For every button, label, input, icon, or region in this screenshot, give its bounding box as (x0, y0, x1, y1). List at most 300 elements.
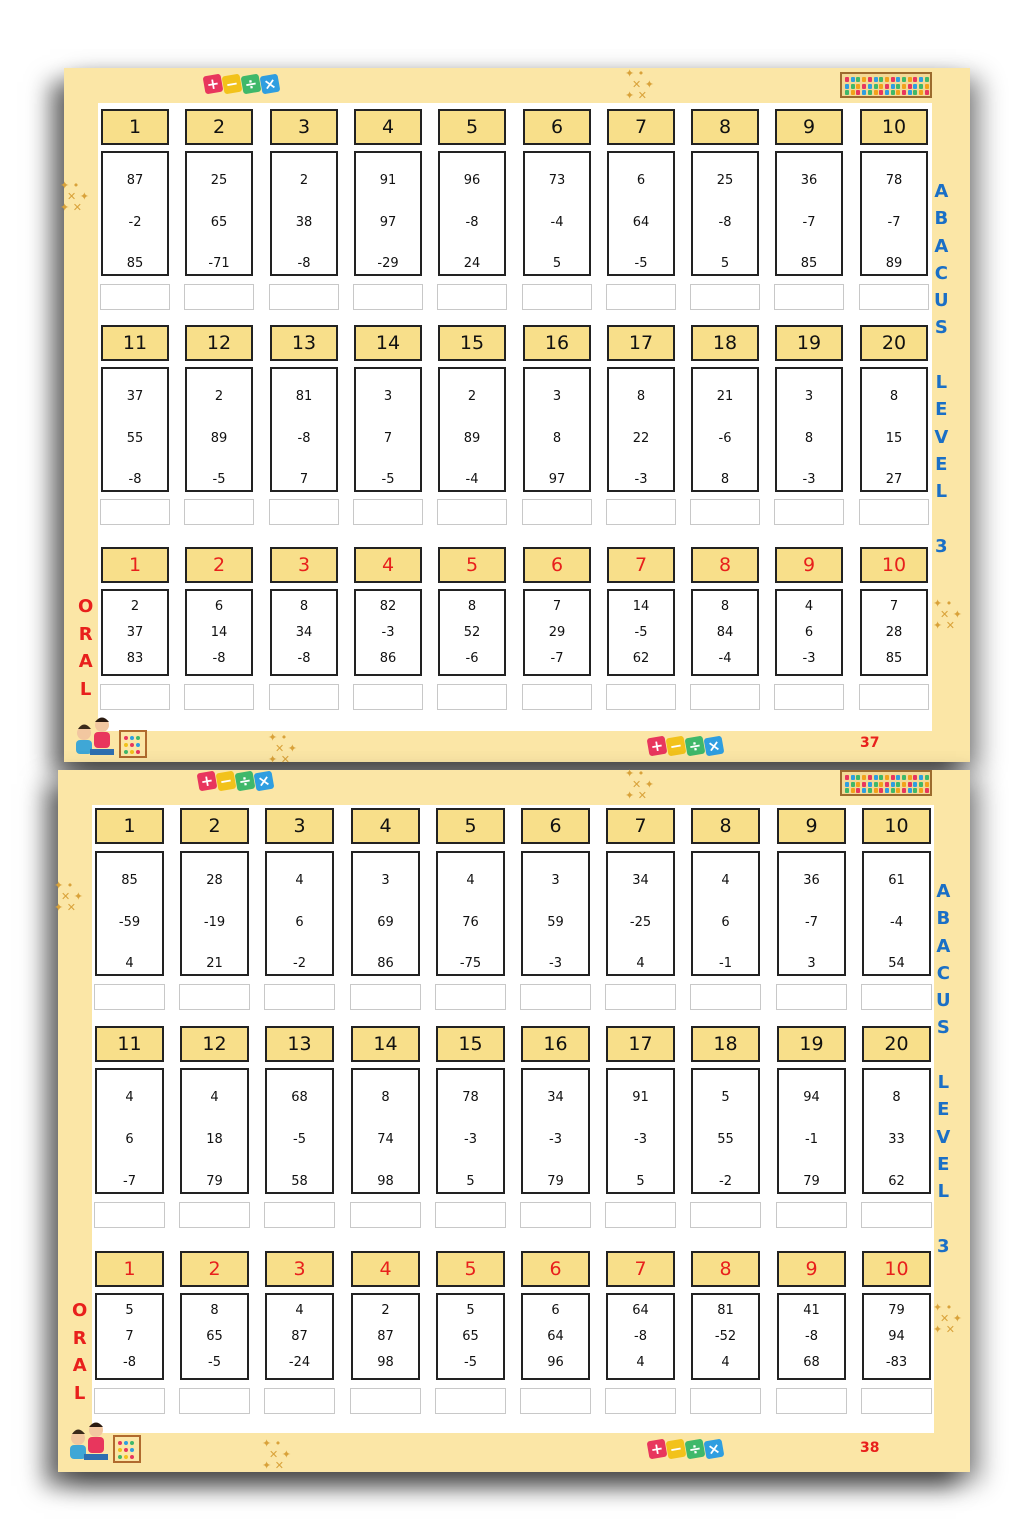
problem-box (862, 851, 931, 976)
problem-value: 97 (379, 214, 397, 230)
answer-box[interactable] (690, 684, 760, 710)
side-letter: U (934, 290, 949, 312)
problem-value: -1 (805, 1132, 818, 1147)
answer-box[interactable] (94, 1388, 165, 1414)
problem-value: -8 (718, 214, 732, 230)
problem-value: -2 (293, 956, 306, 971)
answer-box[interactable] (520, 984, 591, 1010)
operator-icon: − (216, 771, 237, 792)
side-letter: C (934, 262, 948, 284)
problem-value: 84 (716, 625, 734, 640)
answer-box[interactable] (184, 684, 254, 710)
problem-value: -5 (212, 472, 226, 487)
problem-value: -25 (629, 914, 652, 930)
problem-value: 6 (214, 599, 224, 614)
problem-value: 86 (377, 956, 394, 971)
problem-box (185, 367, 253, 492)
problem-value: 82 (379, 599, 397, 614)
problem-value: 62 (888, 1174, 905, 1189)
oral-label (72, 1297, 87, 1407)
oral-letter: A (72, 1355, 87, 1376)
problem-value: 85 (885, 651, 903, 666)
answer-box[interactable] (774, 499, 844, 525)
answer-box[interactable] (264, 1202, 335, 1228)
problem-box (523, 151, 591, 276)
problem-value: -3 (802, 651, 816, 666)
problem-value: -7 (123, 1174, 136, 1189)
problem-value: -8 (123, 1355, 136, 1370)
problem-value: 98 (377, 1174, 394, 1189)
sparkle-icon: ✦ • ✕ ✦ ✦ ✕ (625, 767, 654, 802)
problem-box (606, 851, 675, 976)
problem-box (265, 851, 334, 976)
problem-number: 6 (523, 547, 591, 583)
answer-box[interactable] (100, 284, 170, 310)
answer-box[interactable] (606, 684, 676, 710)
problem-value: 81 (717, 1303, 734, 1318)
problem-value: -3 (634, 472, 648, 487)
side-letter: 3 (935, 535, 948, 557)
problem-box (95, 1068, 164, 1194)
answer-box[interactable] (605, 1202, 676, 1228)
problem-value: -8 (297, 256, 311, 271)
oral-letter: L (73, 1382, 86, 1404)
problem-value: 33 (888, 1132, 905, 1147)
problem-number: 18 (691, 325, 759, 361)
problem-value: -8 (212, 651, 226, 666)
answer-box[interactable] (861, 984, 932, 1010)
operator-icon: × (704, 736, 725, 757)
answer-box[interactable] (94, 1202, 165, 1228)
problem-value: 78 (462, 1090, 479, 1105)
problem-value: 36 (803, 873, 820, 888)
problem-box (862, 1293, 931, 1380)
problem-number: 1 (101, 547, 169, 583)
problem-number: 10 (862, 808, 931, 844)
problem-value: -4 (465, 472, 479, 487)
problem-value: 4 (295, 873, 304, 888)
problem-value: 64 (547, 1329, 564, 1344)
problem-value: -3 (549, 956, 562, 971)
problem-value: 7 (552, 599, 562, 614)
side-letter: A (934, 181, 949, 202)
answer-box[interactable] (520, 1388, 591, 1414)
problem-number: 15 (438, 325, 506, 361)
problem-value: -3 (634, 1132, 647, 1147)
problem-number: 4 (351, 808, 420, 844)
problem-value: 79 (888, 1303, 905, 1318)
problem-number: 7 (606, 808, 675, 844)
answer-box[interactable] (776, 1388, 847, 1414)
problem-value: 5 (720, 256, 730, 271)
problem-box (436, 1293, 505, 1380)
problem-number: 19 (777, 1026, 846, 1062)
problem-value: 65 (210, 214, 228, 230)
problem-number: 13 (270, 325, 338, 361)
operator-icon: + (647, 736, 668, 757)
oral-letter: O (72, 1300, 88, 1321)
problem-number: 9 (777, 808, 846, 844)
problem-value: -83 (885, 1355, 908, 1370)
problem-value: 25 (716, 173, 734, 188)
answer-box[interactable] (690, 1388, 761, 1414)
answer-box[interactable] (435, 984, 506, 1010)
answer-box[interactable] (690, 499, 760, 525)
operator-icon: + (203, 74, 224, 95)
problem-value: -6 (465, 651, 479, 666)
answer-box[interactable] (350, 1202, 421, 1228)
problem-number: 5 (436, 1251, 505, 1287)
problem-value: 6 (636, 173, 646, 188)
answer-box[interactable] (690, 1202, 761, 1228)
problem-value: 8 (636, 389, 646, 404)
answer-box[interactable] (350, 984, 421, 1010)
problem-value: 2 (299, 173, 309, 188)
answer-box[interactable] (269, 499, 339, 525)
problem-box (691, 589, 759, 676)
problem-box (185, 589, 253, 676)
problem-value: 6 (721, 914, 730, 930)
problem-number: 1 (101, 109, 169, 145)
answer-box[interactable] (605, 1388, 676, 1414)
problem-value: -7 (550, 651, 564, 666)
problem-value: 5 (721, 1090, 730, 1105)
problem-value: 4 (466, 873, 475, 888)
answer-box[interactable] (100, 499, 170, 525)
problem-box (101, 367, 169, 492)
problem-box (351, 1293, 420, 1380)
problem-value: 4 (295, 1303, 304, 1318)
answer-box[interactable] (776, 984, 847, 1010)
problem-number: 9 (777, 1251, 846, 1287)
problem-value: -5 (634, 256, 648, 271)
answer-box[interactable] (437, 284, 507, 310)
answer-box[interactable] (606, 499, 676, 525)
problem-value: -8 (128, 472, 142, 487)
problem-value: 65 (206, 1329, 223, 1344)
answer-box[interactable] (437, 499, 507, 525)
problem-value: 6 (125, 1132, 134, 1147)
problem-value: 6 (295, 914, 304, 930)
side-letter: E (935, 453, 948, 475)
problem-box (523, 589, 591, 676)
problem-value: 91 (632, 1090, 649, 1105)
operator-icon: ÷ (241, 74, 262, 95)
side-letter: B (936, 908, 951, 930)
answer-box[interactable] (269, 284, 339, 310)
problem-value: 74 (377, 1132, 394, 1147)
problem-value: -5 (464, 1355, 477, 1370)
answer-box[interactable] (264, 984, 335, 1010)
side-letter: A (934, 235, 949, 257)
problem-value: 55 (717, 1132, 734, 1147)
problem-value: 94 (888, 1329, 905, 1344)
answer-box[interactable] (520, 1202, 591, 1228)
answer-box[interactable] (184, 499, 254, 525)
problem-value: 8 (467, 599, 477, 614)
answer-box[interactable] (184, 284, 254, 310)
problem-box (101, 151, 169, 276)
problem-value: 97 (548, 472, 566, 487)
problem-value: 89 (463, 430, 481, 446)
operator-icon: + (647, 1439, 668, 1460)
page-number: 37 (860, 735, 880, 751)
answer-box[interactable] (437, 684, 507, 710)
problem-value: -59 (118, 914, 141, 930)
problem-value: 2 (381, 1303, 390, 1318)
problem-value: -7 (802, 214, 816, 230)
answer-box[interactable] (100, 684, 170, 710)
answer-box[interactable] (774, 684, 844, 710)
problem-number: 12 (185, 325, 253, 361)
answer-box[interactable] (861, 1202, 932, 1228)
problem-number: 5 (436, 808, 505, 844)
side-letter: A (936, 935, 951, 957)
problem-number: 17 (607, 325, 675, 361)
side-letter: 3 (937, 1235, 950, 1257)
problem-number: 15 (436, 1026, 505, 1062)
answer-box[interactable] (522, 499, 592, 525)
problem-value: -8 (297, 430, 311, 446)
answer-box[interactable] (350, 1388, 421, 1414)
problem-number: 6 (521, 1251, 590, 1287)
problem-box (185, 151, 253, 276)
problem-box (607, 589, 675, 676)
problem-value: 65 (462, 1329, 479, 1344)
problem-number: 16 (523, 325, 591, 361)
problem-number: 16 (521, 1026, 590, 1062)
side-letter: L (937, 1181, 950, 1203)
side-letter: U (936, 990, 951, 1012)
problem-box (436, 851, 505, 976)
problem-value: 55 (126, 430, 144, 446)
page-number: 38 (860, 1440, 880, 1456)
oral-letter: A (78, 651, 93, 672)
problem-value: 3 (383, 389, 393, 404)
problem-box (777, 1293, 846, 1380)
problem-box (862, 1068, 931, 1194)
problem-value: 8 (889, 389, 899, 404)
problem-value: 89 (885, 256, 903, 271)
answer-box[interactable] (353, 499, 423, 525)
problem-box (521, 1293, 590, 1380)
problem-number: 14 (351, 1026, 420, 1062)
oral-letter: O (78, 596, 94, 617)
problem-value: 4 (721, 1355, 730, 1370)
side-letter: E (937, 1099, 950, 1121)
problem-value: 14 (210, 625, 228, 640)
problem-value: 38 (295, 214, 313, 230)
oral-letter: R (78, 623, 93, 645)
problem-value: -8 (465, 214, 479, 230)
answer-box[interactable] (690, 984, 761, 1010)
problem-value: 54 (888, 956, 905, 971)
problem-value: -19 (203, 914, 226, 930)
problem-number: 2 (180, 1251, 249, 1287)
problem-value: 3 (381, 873, 390, 888)
answer-box[interactable] (264, 1388, 335, 1414)
problem-number: 18 (691, 1026, 760, 1062)
answer-box[interactable] (859, 284, 929, 310)
problem-value: -2 (128, 214, 142, 230)
side-letter: S (934, 317, 948, 339)
operator-icon: − (666, 736, 687, 757)
problem-value: 52 (463, 625, 481, 640)
problem-value: 87 (377, 1329, 394, 1344)
problem-value: 4 (636, 1355, 645, 1370)
problem-value: 3 (552, 389, 562, 404)
problem-value: 5 (636, 1174, 645, 1189)
answer-box[interactable] (435, 1202, 506, 1228)
problem-value: -3 (549, 1132, 562, 1147)
problem-number: 3 (270, 109, 338, 145)
side-letter: L (935, 372, 948, 394)
problem-number: 6 (521, 808, 590, 844)
problem-value: 21 (206, 956, 223, 971)
problem-number: 8 (691, 1251, 760, 1287)
problem-value: 8 (381, 1090, 390, 1105)
problem-value: 2 (467, 389, 477, 404)
problem-box (691, 1293, 760, 1380)
problem-value: 79 (547, 1174, 564, 1189)
problem-value: 81 (295, 389, 313, 404)
side-letter: L (937, 1072, 950, 1094)
problem-value: 37 (126, 625, 144, 640)
problem-value: 18 (206, 1132, 223, 1147)
answer-box[interactable] (776, 1202, 847, 1228)
problem-value: 34 (632, 873, 649, 888)
problem-box (351, 851, 420, 976)
problem-box (438, 151, 506, 276)
answer-box[interactable] (859, 684, 929, 710)
problem-value: -5 (208, 1355, 221, 1370)
problem-box (777, 1068, 846, 1194)
problem-box (777, 851, 846, 976)
problem-value: 4 (636, 956, 645, 971)
problem-value: 85 (126, 256, 144, 271)
problem-value: -6 (718, 430, 732, 446)
answer-box[interactable] (179, 1388, 250, 1414)
problem-value: 3 (551, 873, 560, 888)
answer-box[interactable] (269, 684, 339, 710)
problem-value: 8 (299, 599, 309, 614)
problem-value: 8 (892, 1090, 901, 1105)
problem-number: 8 (691, 808, 760, 844)
problem-box (860, 151, 928, 276)
problem-value: 8 (804, 430, 814, 446)
math-operators-icon (648, 1440, 724, 1458)
problem-value: 7 (889, 599, 899, 614)
sparkle-icon: ✦ • ✕ ✦ ✦ ✕ (54, 879, 83, 914)
problem-value: 5 (125, 1303, 134, 1318)
sparkle-icon: ✦ • ✕ ✦ ✦ ✕ (60, 179, 89, 214)
problem-box (351, 1068, 420, 1194)
answer-box[interactable] (353, 684, 423, 710)
problem-box (691, 851, 760, 976)
answer-box[interactable] (179, 984, 250, 1010)
problem-number: 5 (438, 547, 506, 583)
problem-number: 8 (691, 547, 759, 583)
problem-value: 2 (130, 599, 140, 614)
problem-value: -71 (208, 256, 230, 271)
answer-box[interactable] (522, 284, 592, 310)
problem-value: 85 (800, 256, 818, 271)
problem-box (180, 851, 249, 976)
answer-box[interactable] (861, 1388, 932, 1414)
problem-value: 8 (210, 1303, 219, 1318)
problem-value: 15 (885, 430, 903, 446)
problem-box (95, 1293, 164, 1380)
problem-box (606, 1293, 675, 1380)
answer-box[interactable] (522, 684, 592, 710)
operator-icon: − (222, 74, 243, 95)
problem-number: 14 (354, 325, 422, 361)
problem-box (354, 151, 422, 276)
answer-box[interactable] (179, 1202, 250, 1228)
problem-value: -52 (714, 1329, 737, 1344)
problem-value: 59 (547, 914, 564, 930)
problem-value: 3 (804, 389, 814, 404)
problem-value: 2 (214, 389, 224, 404)
problem-value: 76 (462, 914, 479, 930)
problem-number: 11 (95, 1026, 164, 1062)
problem-value: -5 (293, 1132, 306, 1147)
problem-value: 89 (210, 430, 228, 446)
answer-box[interactable] (435, 1388, 506, 1414)
side-letter: V (934, 426, 949, 448)
problem-value: 7 (383, 430, 393, 446)
answer-box[interactable] (353, 284, 423, 310)
answer-box[interactable] (690, 284, 760, 310)
problem-value: 24 (463, 256, 481, 271)
problem-number: 7 (607, 547, 675, 583)
problem-value: 79 (803, 1174, 820, 1189)
math-operators-icon (204, 75, 280, 93)
problem-box (860, 589, 928, 676)
problem-value: -24 (288, 1355, 311, 1370)
sparkle-icon: ✦ • ✕ ✦ ✦ ✕ (933, 597, 962, 632)
problem-number: 1 (95, 808, 164, 844)
answer-box[interactable] (774, 284, 844, 310)
problem-number: 4 (354, 109, 422, 145)
problem-value: 27 (885, 472, 903, 487)
problem-box (438, 367, 506, 492)
problem-box (270, 589, 338, 676)
problem-box (438, 589, 506, 676)
problem-number: 9 (775, 109, 843, 145)
problem-value: 4 (125, 1090, 134, 1105)
abacus-level-label (934, 178, 949, 560)
problem-value: 7 (299, 472, 309, 487)
answer-box[interactable] (859, 499, 929, 525)
problem-value: -7 (887, 214, 901, 230)
problem-box (691, 1068, 760, 1194)
problem-value: 8 (552, 430, 562, 446)
math-operators-icon (648, 737, 724, 755)
answer-box[interactable] (94, 984, 165, 1010)
problem-box (860, 367, 928, 492)
problem-box (521, 851, 590, 976)
answer-box[interactable] (605, 984, 676, 1010)
problem-number: 17 (606, 1026, 675, 1062)
problem-value: 68 (803, 1355, 820, 1370)
problem-number: 4 (354, 547, 422, 583)
problem-value: 91 (379, 173, 397, 188)
problem-value: 37 (126, 389, 144, 404)
answer-box[interactable] (606, 284, 676, 310)
problem-number: 2 (185, 547, 253, 583)
operator-icon: × (704, 1439, 725, 1460)
